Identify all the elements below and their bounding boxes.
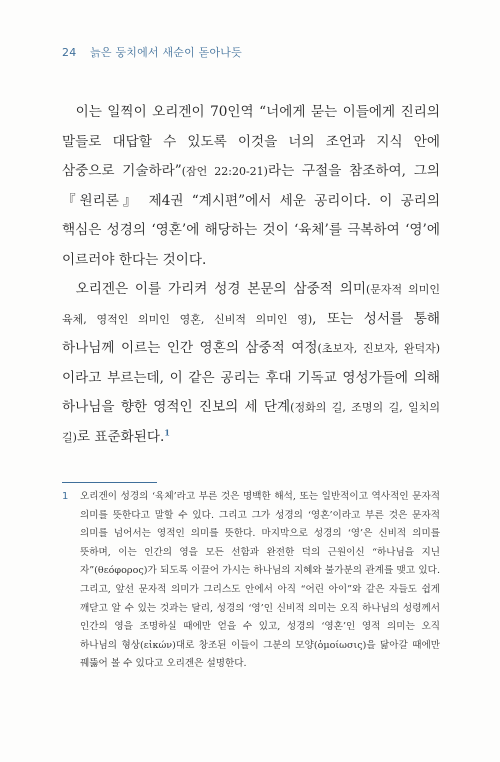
footnote-reference[interactable]: 1 — [164, 426, 170, 437]
page-number: 24 — [62, 46, 77, 59]
paragraph-1 — [62, 98, 440, 275]
text-span: , 또는 성서를 통해 하나님께 이르는 인간 영혼의 삼중적 여정 — [62, 310, 440, 356]
footnote — [62, 488, 440, 674]
text-span: 로 표준화된다. — [76, 428, 165, 445]
paragraph-2 — [62, 275, 440, 452]
parenthetical: (초보자, 진보자, 완덕자) — [317, 342, 441, 355]
text-span: 이라고 부르는데, 이 같은 공리는 후대 기독교 영성가들에 의해 하나님을 향한 영적인 진보의 세 단계 — [62, 369, 440, 415]
citation: (잠언 22:20-21) — [181, 165, 268, 178]
parenthetical: (문자적 의미인 육체, 영적인 의미인 영혼, 신비적 의미인 영) — [62, 283, 440, 326]
footnote-number: 1 — [62, 491, 69, 502]
text-span: 오리겐은 이를 가리켜 성경 본문의 삼중적 의미 — [75, 281, 366, 297]
parenthetical: (정화의 길, 조명의 길, 일치의 길) — [62, 401, 441, 444]
main-text — [62, 98, 440, 452]
running-title: 늙은 둥치에서 새순이 돋아나듯 — [90, 46, 242, 59]
footnote-text: 오리겐이 성경의 ‘육체’라고 부른 것은 명백한 해석, 또는 일반적이고 역사적인 문자적 의미를 뜻한다고 말할 수 있다. 그리고 그가 성경의 ‘영혼’이라고 부른 것은 문자적 의미를 넘어서는 영적인 의미를 뜻한다. 마지막으로 성경의 ‘영’은 신비적 의미를 뜻하며, 이는 인간의 영을 모든 선함과 완전한 덕의 근원이신 “하나님을 지닌 자”(θεόφορος)가 되도록 이끌어 가시는 하나님의 지혜와 불가분의 관계를 맺고 있다. 그리고, 앞선 문자적 의미가 그리스도 안에서 아직 “어린 아이”와 같은 자들도 쉽게 깨닫고 알 수 있는 것과는 달리, 성경의 ‘영’인 신비적 의미는 오직 하나님의 성령께서 인간의 영을 조명하실 때에만 얻을 수 있고, 성경의 ‘영혼’인 영적 의미는 오직 하나님의 형상(εἰκών)대로 창조된 이들이 그분의 모양(ὁμοίωσις)을 닮아갈 때에만 꿰뚫어 볼 수 있다고 오리겐은 설명한다. — [80, 491, 440, 670]
text-span: 라는 구절을 참조하여, 그의 『원리론』 제4권 “계시편”에서 세운 공리이다. 이 공리의 핵심은 성경의 ‘영혼’에 해당하는 것이 ‘육체’를 극복하여 ‘영’에 이르러야 한다는 것이다. — [62, 163, 440, 268]
running-header — [62, 44, 242, 60]
footnote-divider — [62, 482, 157, 483]
text-span: 이는 일찍이 오리겐이 70인역 “너에게 묻는 이들에게 진리의 말들로 대답할 수 있도록 이것을 너의 조언과 지식 안에 삼중으로 기술하라” — [62, 104, 440, 179]
